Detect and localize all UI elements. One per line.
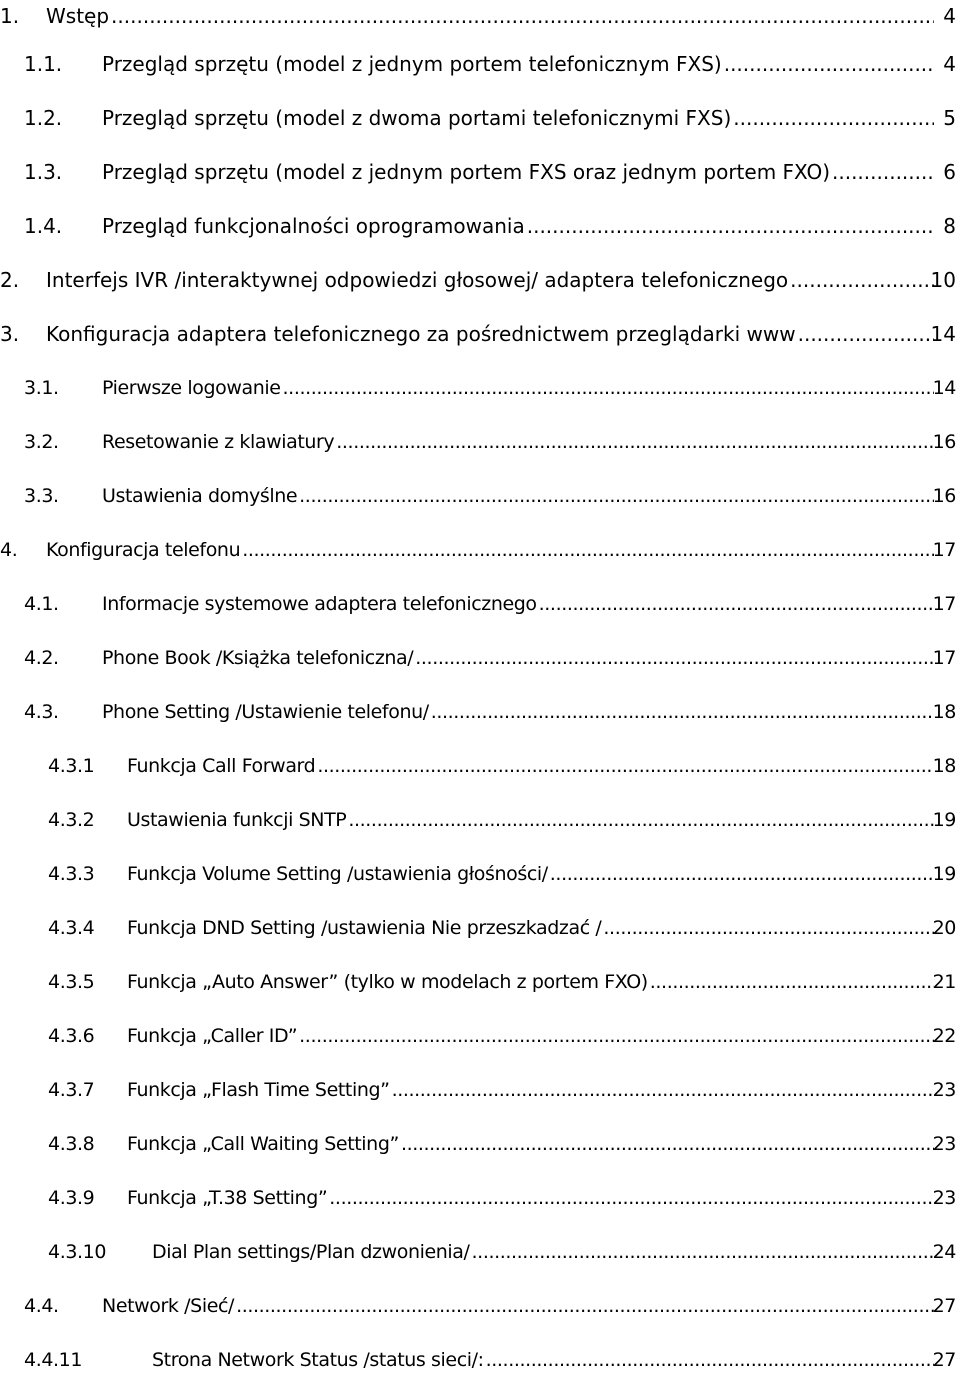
toc-entry-title: Network /Sieć/ <box>102 1295 235 1317</box>
toc-entry-number: 1.2. <box>24 106 63 130</box>
toc-entry-number: 4.4. <box>24 1295 59 1317</box>
toc-entry[interactable] <box>0 1292 960 1320</box>
dot-leader <box>415 644 934 672</box>
toc-entry[interactable] <box>0 806 960 834</box>
toc-entry-page-number: 4 <box>943 4 956 28</box>
toc-entry-title: Przegląd sprzętu (model z jednym portem FXS oraz jednym portem FXO) <box>102 160 830 184</box>
toc-entry-number: 3. <box>0 322 20 346</box>
toc-entry-title: Dial Plan settings/Plan dzwonienia/ <box>152 1241 470 1263</box>
toc-entry-number: 3.2. <box>24 431 59 453</box>
toc-entry-page-number: 23 <box>932 1133 956 1155</box>
toc-entry-page-number: 18 <box>932 701 956 723</box>
toc-entry-page-number: 5 <box>943 106 956 130</box>
toc-entry-page-number: 14 <box>930 322 956 346</box>
dot-leader <box>299 482 934 510</box>
toc-entry[interactable] <box>0 50 960 78</box>
dot-leader <box>832 158 934 186</box>
dot-leader <box>401 1130 934 1158</box>
toc-entry-title: Funkcja „Call Waiting Setting” <box>127 1133 399 1155</box>
toc-entry-title: Informacje systemowe adaptera telefonicznego <box>102 593 537 615</box>
toc-entry-title: Konfiguracja telefonu <box>46 539 241 561</box>
dot-leader <box>242 536 934 564</box>
toc-entry-title: Strona Network Status /status sieci/: <box>152 1349 484 1371</box>
toc-entry-number: 2. <box>0 268 20 292</box>
dot-leader <box>724 50 934 78</box>
toc-entry-page-number: 16 <box>932 485 956 507</box>
toc-entry-number: 4.3.7 <box>48 1079 95 1101</box>
toc-entry-number: 3.3. <box>24 485 59 507</box>
toc-entry-number: 4.3.5 <box>48 971 95 993</box>
toc-entry-number: 4. <box>0 539 18 561</box>
toc-entry[interactable] <box>0 374 960 402</box>
dot-leader <box>329 1184 934 1212</box>
dot-leader <box>348 806 934 834</box>
toc-entry-title: Funkcja DND Setting /ustawienia Nie przeszkadzać / <box>127 917 602 939</box>
toc-entry-number: 4.3.2 <box>48 809 95 831</box>
dot-leader <box>392 1076 934 1104</box>
toc-entry[interactable] <box>0 482 960 510</box>
toc-entry-number: 4.3. <box>24 701 59 723</box>
toc-entry-title: Ustawienia funkcji SNTP <box>127 809 347 831</box>
toc-entry-title: Przegląd sprzętu (model z jednym portem telefonicznym FXS) <box>102 52 722 76</box>
dot-leader <box>650 968 934 996</box>
toc-entry[interactable] <box>0 1184 960 1212</box>
toc-entry-page-number: 17 <box>932 647 956 669</box>
dot-leader <box>317 752 934 780</box>
toc-entry-page-number: 23 <box>932 1079 956 1101</box>
toc-entry[interactable] <box>0 1346 960 1374</box>
toc-entry-number: 1.3. <box>24 160 63 184</box>
toc-entry[interactable] <box>0 644 960 672</box>
toc-entry-number: 3.1. <box>24 377 59 399</box>
toc-entry-page-number: 18 <box>932 755 956 777</box>
toc-entry-page-number: 27 <box>932 1349 956 1371</box>
dot-leader <box>431 698 934 726</box>
toc-entry-title: Funkcja Volume Setting /ustawienia głośności/ <box>127 863 548 885</box>
toc-entry-number: 4.1. <box>24 593 59 615</box>
toc-entry-page-number: 21 <box>932 971 956 993</box>
toc-entry-page-number: 4 <box>943 52 956 76</box>
toc-entry[interactable] <box>0 320 960 348</box>
toc-entry[interactable] <box>0 212 960 240</box>
toc-entry-title: Interfejs IVR /interaktywnej odpowiedzi głosowej/ adaptera telefonicznego <box>46 268 789 292</box>
toc-entry-page-number: 16 <box>932 431 956 453</box>
toc-entry[interactable] <box>0 590 960 618</box>
toc-entry[interactable] <box>0 1238 960 1266</box>
dot-leader <box>111 2 934 30</box>
toc-entry-title: Pierwsze logowanie <box>102 377 281 399</box>
toc-entry-number: 4.3.6 <box>48 1025 95 1047</box>
toc-entry-page-number: 20 <box>932 917 956 939</box>
dot-leader <box>336 428 934 456</box>
toc-entry-title: Phone Book /Książka telefoniczna/ <box>102 647 414 669</box>
toc-entry[interactable] <box>0 914 960 942</box>
toc-entry[interactable] <box>0 2 960 30</box>
toc-entry[interactable] <box>0 1076 960 1104</box>
dot-leader <box>798 320 934 348</box>
toc-entry-page-number: 6 <box>943 160 956 184</box>
toc-entry-page-number: 23 <box>932 1187 956 1209</box>
toc-entry[interactable] <box>0 266 960 294</box>
toc-entry[interactable] <box>0 158 960 186</box>
toc-entry[interactable] <box>0 752 960 780</box>
toc-entry[interactable] <box>0 1022 960 1050</box>
toc-entry-page-number: 22 <box>932 1025 956 1047</box>
toc-entry[interactable] <box>0 698 960 726</box>
toc-entry-number: 4.3.4 <box>48 917 95 939</box>
toc-entry-title: Funkcja „T.38 Setting” <box>127 1187 328 1209</box>
dot-leader <box>603 914 934 942</box>
toc-entry[interactable] <box>0 428 960 456</box>
toc-entry-number: 1.1. <box>24 52 63 76</box>
toc-entry-page-number: 17 <box>932 593 956 615</box>
toc-entry-title: Funkcja Call Forward <box>127 755 316 777</box>
toc-entry-title: Przegląd funkcjonalności oprogramowania <box>102 214 525 238</box>
toc-entry-number: 4.3.8 <box>48 1133 95 1155</box>
toc-entry-number: 1. <box>0 4 20 28</box>
toc-entry-number: 4.3.9 <box>48 1187 95 1209</box>
toc-entry-number: 1.4. <box>24 214 63 238</box>
toc-entry[interactable] <box>0 536 960 564</box>
toc-entry-title: Wstęp <box>46 4 110 28</box>
toc-entry-page-number: 19 <box>932 809 956 831</box>
toc-entry-title: Ustawienia domyślne <box>102 485 298 507</box>
dot-leader <box>790 266 934 294</box>
dot-leader <box>283 374 934 402</box>
toc-entry-page-number: 10 <box>930 268 956 292</box>
dot-leader <box>472 1238 934 1266</box>
toc-entry[interactable] <box>0 1130 960 1158</box>
toc-entry-number: 4.4.11 <box>24 1349 83 1371</box>
toc-entry[interactable] <box>0 968 960 996</box>
toc-entry-number: 4.3.10 <box>48 1241 107 1263</box>
dot-leader <box>733 104 934 132</box>
toc-entry-number: 4.2. <box>24 647 59 669</box>
dot-leader <box>486 1346 934 1374</box>
toc-entry-title: Przegląd sprzętu (model z dwoma portami telefonicznymi FXS) <box>102 106 732 130</box>
toc-entry-page-number: 19 <box>932 863 956 885</box>
toc-entry-page-number: 27 <box>932 1295 956 1317</box>
dot-leader <box>299 1022 934 1050</box>
dot-leader <box>527 212 934 240</box>
toc-entry-page-number: 17 <box>932 539 956 561</box>
toc-entry-page-number: 14 <box>932 377 956 399</box>
toc-entry-number: 4.3.1 <box>48 755 95 777</box>
toc-entry-title: Resetowanie z klawiatury <box>102 431 335 453</box>
toc-entry[interactable] <box>0 860 960 888</box>
dot-leader <box>236 1292 934 1320</box>
toc-entry-title: Phone Setting /Ustawienie telefonu/ <box>102 701 429 723</box>
toc-entry-title: Funkcja „Auto Answer” (tylko w modelach z portem FXO) <box>127 971 648 993</box>
dot-leader <box>550 860 934 888</box>
toc-entry[interactable] <box>0 104 960 132</box>
toc-entry-title: Funkcja „Flash Time Setting” <box>127 1079 390 1101</box>
toc-entry-number: 4.3.3 <box>48 863 95 885</box>
toc-entry-title: Konfiguracja adaptera telefonicznego za pośrednictwem przeglądarki www <box>46 322 796 346</box>
toc-entry-page-number: 24 <box>932 1241 956 1263</box>
toc-entry-title: Funkcja „Caller ID” <box>127 1025 298 1047</box>
toc-entry-page-number: 8 <box>943 214 956 238</box>
dot-leader <box>539 590 934 618</box>
